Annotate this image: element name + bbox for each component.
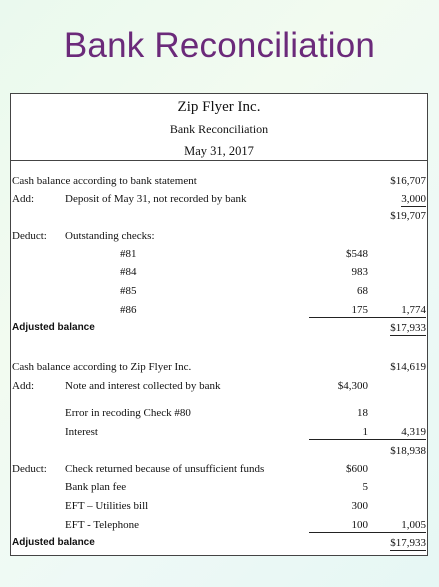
- header-divider: [11, 160, 427, 161]
- bank-balance-label: Cash balance according to bank statement: [12, 175, 197, 187]
- bank-deduct-label: Deduct:: [12, 230, 47, 242]
- deductions-total-rule: [309, 532, 426, 533]
- additions-total: 4,319: [401, 426, 426, 438]
- deductions-total: 1,005: [401, 519, 426, 531]
- bank-add-label: Add:: [12, 193, 34, 205]
- deduction-amount: 100: [351, 519, 368, 531]
- deduction-label: EFT - Telephone: [65, 519, 139, 531]
- book-subtotal: $18,938: [390, 445, 426, 457]
- additions-total-rule: [309, 439, 426, 440]
- check-number: #84: [120, 266, 137, 278]
- check-amount: 175: [351, 304, 368, 316]
- deduction-label: Check returned because of unsufficient funds: [65, 463, 265, 475]
- deposit-amount: 3,000: [401, 193, 426, 205]
- addition-amount: 18: [357, 407, 368, 419]
- deduction-amount: $600: [346, 463, 368, 475]
- check-number: #86: [120, 304, 137, 316]
- bank-balance-value: $16,707: [390, 175, 426, 187]
- bank-adjusted-label: Adjusted balance: [12, 322, 95, 333]
- checks-total: 1,774: [401, 304, 426, 316]
- addition-label: Interest: [65, 426, 98, 438]
- reconciliation-document: [10, 93, 428, 556]
- check-amount: $548: [346, 248, 368, 260]
- checks-total-rule: [309, 317, 426, 318]
- check-amount: 983: [351, 266, 368, 278]
- deduction-label: EFT – Utilities bill: [65, 500, 149, 512]
- deposit-label: Deposit of May 31, not recorded by bank: [65, 193, 247, 205]
- addition-label: Error in recoding Check #80: [65, 407, 191, 419]
- book-adjusted-value: $17,933: [390, 537, 426, 549]
- book-balance-value: $14,619: [390, 361, 426, 373]
- check-number: #85: [120, 285, 137, 297]
- addition-amount: $4,300: [337, 380, 368, 392]
- slide-title: Bank Reconciliation: [63, 26, 376, 65]
- check-amount: 68: [357, 285, 368, 297]
- deduction-label: Bank plan fee: [65, 481, 127, 493]
- company-name: Zip Flyer Inc.: [177, 99, 261, 115]
- statement-date: May 31, 2017: [184, 144, 254, 158]
- book-adjusted-label: Adjusted balance: [12, 537, 95, 548]
- bank-adjusted-value: $17,933: [390, 322, 426, 334]
- book-deduct-label: Deduct:: [12, 463, 47, 475]
- check-number: #81: [120, 248, 137, 260]
- addition-label: Note and interest collected by bank: [65, 380, 221, 392]
- deduction-amount: 300: [351, 500, 368, 512]
- book-balance-label: Cash balance according to Zip Flyer Inc.: [12, 361, 192, 373]
- addition-amount: 1: [362, 426, 368, 438]
- book-add-label: Add:: [12, 380, 34, 392]
- statement-title: Bank Reconciliation: [169, 122, 269, 136]
- outstanding-checks-label: Outstanding checks:: [65, 230, 155, 242]
- bank-subtotal: $19,707: [390, 210, 426, 222]
- deduction-amount: 5: [362, 481, 368, 493]
